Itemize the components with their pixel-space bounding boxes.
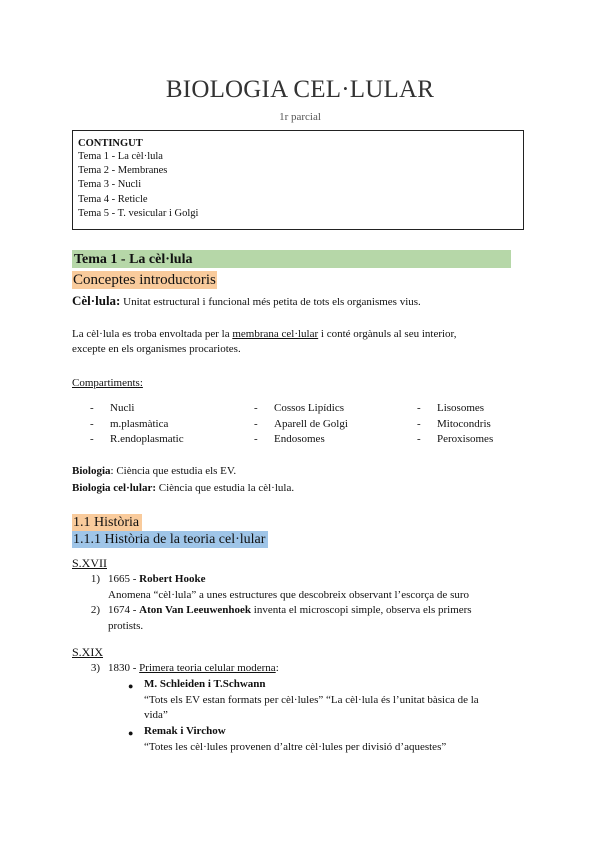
dash: - xyxy=(90,402,94,414)
compartment-item: R.endoplasmatic xyxy=(110,433,184,445)
contents-item-4: Tema 4 - Reticle xyxy=(78,193,148,205)
tema-1-heading: Tema 1 - La cèl·lula xyxy=(72,250,511,268)
item-text: inventa el microscopi simple, observa els primers xyxy=(251,604,472,616)
dash: - xyxy=(417,433,421,445)
compartment-item: Endosomes xyxy=(274,433,325,445)
historia-heading: 1.1 Història xyxy=(72,514,142,531)
item-description: Anomena “cèl·lula” a unes estructures que descobreix observant l’escorça de suro xyxy=(108,588,470,601)
biocel-term: Biologia cel·lular: xyxy=(72,482,157,494)
biologia-definition xyxy=(72,464,236,479)
bullet-icon: ● xyxy=(128,728,134,738)
century-17-heading: S.XVII xyxy=(72,556,107,570)
compartment-item: Lisosomes xyxy=(437,402,485,414)
compartments-col-3 xyxy=(417,401,493,448)
compartments-col-2 xyxy=(254,401,348,448)
dash: - xyxy=(254,402,258,414)
item-year: 1665 - xyxy=(108,573,140,585)
compartments-col-1 xyxy=(90,401,184,448)
biologia-term: Biologia xyxy=(72,465,111,477)
item-year: 1674 - xyxy=(108,604,140,616)
item-person: Robert Hooke xyxy=(139,573,206,585)
compartments-label: Compartiments: xyxy=(72,377,143,389)
sub-item-name: Remak i Virchow xyxy=(144,725,226,737)
cell-definition xyxy=(72,293,542,310)
list-17 xyxy=(72,572,542,642)
compartment-item: m.plasmàtica xyxy=(110,417,169,430)
biocel-def: Ciència que estudia la cèl·lula. xyxy=(156,482,295,494)
list-item-3 xyxy=(108,661,279,677)
bullet-icon: ● xyxy=(128,681,134,691)
contents-box xyxy=(72,130,524,230)
dash: - xyxy=(254,417,258,430)
compartment-item: Aparell de Golgi xyxy=(274,417,348,430)
page-title: BIOLOGIA CEL·LULAR xyxy=(165,76,435,103)
compartment-item: Nucli xyxy=(110,402,135,414)
item-number: 3) xyxy=(90,662,100,674)
dash: - xyxy=(254,433,258,445)
list-item-2 xyxy=(108,603,472,619)
item-description: protists. xyxy=(108,619,144,632)
item-year: 1830 - xyxy=(108,662,140,674)
teoria-heading: 1.1.1 Història de la teoria cel·lular xyxy=(72,531,268,548)
item-label: Primera teoria celular moderna xyxy=(139,662,276,674)
century-19-heading: S.XIX xyxy=(72,645,104,659)
dash: - xyxy=(417,402,421,414)
biocel-definition xyxy=(72,481,294,496)
biologia-def: : Ciència que estudia els EV. xyxy=(110,465,237,477)
item-number: 2) xyxy=(90,604,100,616)
sub-item-name: M. Schleiden i T.Schwann xyxy=(144,678,266,690)
para-text-b: i conté orgànuls al seu interior, xyxy=(318,328,457,340)
section-heading: Conceptes introductoris xyxy=(73,272,216,288)
membrane-term: membrana cel·lular xyxy=(232,328,319,340)
cell-term: Cèl·lula: xyxy=(72,293,121,308)
contents-item-1: Tema 1 - La cèl·lula xyxy=(78,151,163,162)
list-item-1 xyxy=(108,572,205,588)
sub-item-quote: “Totes les cèl·lules provenen d’altre cèl·lules per divisió d’aquestes” xyxy=(144,741,447,753)
item-number: 1) xyxy=(90,573,100,585)
dash: - xyxy=(90,433,94,445)
item-colon: : xyxy=(275,662,279,674)
dash: - xyxy=(90,417,94,430)
sub-item-quote: “Tots els EV estan formats per cèl·lules” “La cèl·lula és l’unitat bàsica de la xyxy=(144,694,479,706)
contents-item-2: Tema 2 - Membranes xyxy=(78,165,168,177)
contents-item-5: Tema 5 - T. vesicular i Golgi xyxy=(78,207,199,219)
compartment-item: Mitocondris xyxy=(437,417,491,430)
page-subtitle: 1r parcial xyxy=(279,111,321,123)
cell-def: Unitat estructural i funcional més petita de tots els organismes vius. xyxy=(120,296,421,308)
compartment-item: Cossos Lipídics xyxy=(274,402,344,414)
compartment-item: Peroxisomes xyxy=(437,433,494,445)
contents-heading: CONTINGUT xyxy=(78,138,143,149)
dash: - xyxy=(417,417,421,430)
contents-item-3: Tema 3 - Nucli xyxy=(78,179,142,191)
intro-paragraph xyxy=(72,327,542,357)
para-text-a: La cèl·lula es troba envoltada per la xyxy=(72,328,233,340)
para-line-2: excepte en els organismes procariotes. xyxy=(72,343,241,355)
item-person: Aton Van Leeuwenhoek xyxy=(139,604,252,616)
list-19 xyxy=(72,661,542,761)
sub-item-quote-cont: vida” xyxy=(144,709,168,721)
